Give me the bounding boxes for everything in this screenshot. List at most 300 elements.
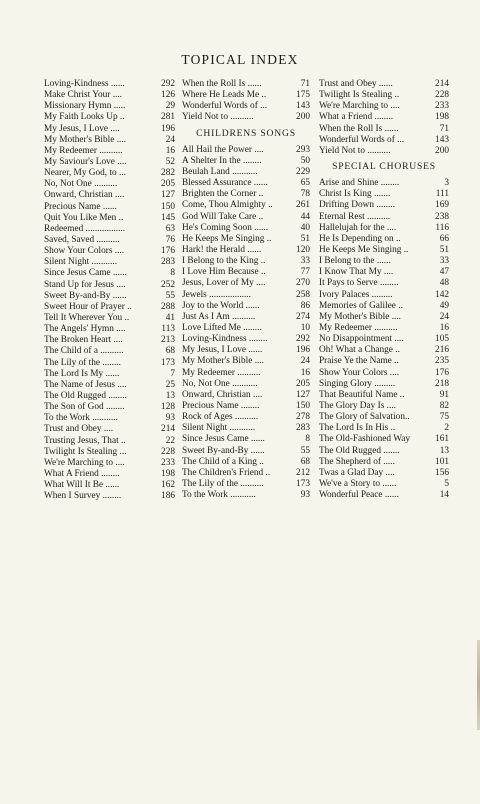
entry-title: Ivory Palaces ......... (319, 289, 393, 300)
index-entry (319, 312, 449, 323)
entry-page-number: 175 (296, 90, 310, 101)
entry-page-number: 5 (444, 478, 449, 489)
index-entry (319, 446, 449, 457)
entry-title: Sweet By-and-By ...... (182, 445, 265, 456)
entry-title: Since Jesus Came ...... (44, 268, 127, 279)
index-entry (44, 369, 175, 380)
entry-page-number: 173 (161, 357, 175, 368)
entry-title: The Lord Is In His .. (319, 423, 396, 434)
entry-title: Memories of Galilee .. (319, 300, 403, 311)
entry-title: Onward, Christian .... (44, 190, 125, 201)
entry-title: My Mother's Bible .... (182, 356, 264, 367)
entry-title: I Belong to the King .. (182, 256, 266, 267)
index-entry (319, 178, 449, 189)
entry-page-number: 33 (439, 256, 449, 267)
entry-page-number: 176 (435, 367, 449, 378)
entry-page-number: 270 (296, 278, 310, 289)
entry-title: The Lord Is My ...... (44, 368, 120, 379)
index-entry (319, 290, 449, 301)
entry-page-number: 261 (296, 200, 310, 211)
entry-page-number: 44 (300, 211, 310, 222)
entry-title: My Faith Looks Up .. (44, 112, 125, 123)
index-entry (182, 312, 310, 323)
entry-page-number: 162 (161, 480, 175, 491)
index-entry (44, 291, 175, 302)
entry-page-number: 8 (305, 434, 310, 445)
entry-title: Redeemed ................. (44, 223, 126, 234)
entry-title: Onward, Christian .... (182, 389, 263, 400)
entry-title: My Saviour's Love .... (44, 156, 127, 167)
index-entry (44, 179, 175, 190)
entry-page-number: 229 (296, 166, 310, 177)
entry-page-number: 82 (439, 400, 449, 411)
index-entry (182, 178, 310, 189)
index-entry (182, 401, 310, 412)
entry-title: Just As I Am .......... (182, 311, 256, 322)
entry-page-number: 214 (161, 424, 175, 435)
index-entry (319, 278, 449, 289)
index-entry (319, 457, 449, 468)
entry-page-number: 93 (165, 413, 175, 424)
entry-page-number: 235 (435, 356, 449, 367)
entry-title: The Son of God ........ (44, 402, 125, 413)
entry-page-number: 77 (300, 267, 310, 278)
index-entry (319, 468, 449, 479)
entry-page-number: 127 (161, 190, 175, 201)
index-entry (182, 200, 310, 211)
entry-title: Eternal Rest .......... (319, 211, 391, 222)
entry-title: Beulah Land ........... (182, 166, 258, 177)
entry-page-number: 169 (435, 200, 449, 211)
entry-page-number: 281 (161, 112, 175, 123)
index-entry (182, 189, 310, 200)
index-entry (319, 256, 449, 267)
entry-title: Blessed Assurance ...... (182, 178, 268, 189)
entry-title: Wonderful Words of ... (319, 134, 405, 145)
entry-title: Wonderful Words of ... (182, 101, 268, 112)
entry-page-number: 238 (435, 211, 449, 222)
index-entry (44, 280, 175, 291)
entry-page-number: 52 (165, 156, 175, 167)
index-entry (44, 101, 175, 112)
index-entry (182, 323, 310, 334)
entry-title: Jesus, Lover of My .... (182, 278, 266, 289)
entry-page-number: 68 (300, 456, 310, 467)
index-entry (319, 135, 449, 146)
entry-title: The Broken Heart .... (44, 335, 123, 346)
entry-title: He Keeps Me Singing .. (319, 244, 409, 255)
entry-title: We've a Story to ...... (319, 478, 397, 489)
entry-title: Trusting Jesus, That .. (44, 435, 126, 446)
index-column-3 (319, 79, 449, 501)
index-entry (182, 390, 310, 401)
entry-title: Twas a Glad Day .... (319, 467, 395, 478)
index-entry (182, 145, 310, 156)
entry-page-number: 111 (435, 189, 449, 200)
entry-title: Hallelujah for the .... (319, 222, 397, 233)
index-entry (319, 423, 449, 434)
entry-page-number: 214 (435, 79, 449, 89)
entry-page-number: 233 (161, 457, 175, 468)
entry-page-number: 24 (300, 356, 310, 367)
index-entry (182, 368, 310, 379)
entry-title: The Lily of the .......... (182, 478, 264, 489)
index-entry (182, 223, 310, 234)
entry-title: Sweet Hour of Prayer .. (44, 301, 132, 312)
index-entry (44, 436, 175, 447)
index-entry (319, 234, 449, 245)
entry-page-number: 16 (439, 322, 449, 333)
index-entry (182, 278, 310, 289)
entry-title: God Will Take Care .. (182, 211, 264, 222)
entry-page-number: 50 (300, 155, 310, 166)
index-entry (44, 157, 175, 168)
entry-title: The Old Rugged ....... (319, 445, 400, 456)
entry-page-number: 16 (300, 367, 310, 378)
index-entry (44, 124, 175, 135)
entry-title: The Old Rugged ........ (44, 390, 127, 401)
entry-title: Quit You Like Men .. (44, 212, 124, 223)
entry-page-number: 22 (165, 435, 175, 446)
index-entry (44, 424, 175, 435)
entry-page-number: 10 (300, 322, 310, 333)
entry-title: Silent Night ........... (44, 257, 118, 268)
entry-page-number: 93 (300, 490, 310, 501)
index-entry (182, 356, 310, 367)
entry-title: Silent Night ........... (182, 423, 256, 434)
index-entry (182, 156, 310, 167)
entry-page-number: 186 (161, 491, 175, 502)
index-entry (319, 368, 449, 379)
entry-title: My Redeemer .......... (44, 145, 123, 156)
entry-page-number: 76 (165, 234, 175, 245)
entry-title: A Shelter In the ........ (182, 155, 262, 166)
entry-page-number: 55 (300, 445, 310, 456)
entry-title: I Love Him Because .. (182, 267, 266, 278)
index-entry (182, 446, 310, 457)
entry-page-number: 8 (170, 268, 175, 279)
entry-page-number: 176 (161, 246, 175, 257)
entry-title: Sweet By-and-By ...... (44, 290, 127, 301)
entry-page-number: 288 (161, 301, 175, 312)
entry-page-number: 3 (444, 178, 449, 189)
entry-page-number: 48 (439, 278, 449, 289)
entry-title: That Beautiful Name .. (319, 389, 405, 400)
entry-page-number: 173 (296, 478, 310, 489)
entry-page-number: 65 (300, 178, 310, 189)
index-entry (182, 112, 310, 123)
entry-page-number: 156 (435, 467, 449, 478)
entry-title: Twilight Is Stealing ... (44, 446, 127, 457)
entry-title: When the Roll Is ...... (319, 123, 399, 134)
entry-page-number: 55 (165, 290, 175, 301)
entry-page-number: 283 (296, 423, 310, 434)
entry-page-number: 51 (439, 244, 449, 255)
index-entry (44, 335, 175, 346)
entry-title: When the Roll Is ...... (182, 79, 262, 89)
index-entry (44, 135, 175, 146)
entry-title: Show Your Colors .... (319, 367, 400, 378)
index-entry (182, 79, 310, 90)
index-entry (182, 434, 310, 445)
entry-title: Singing Glory ......... (319, 378, 396, 389)
entry-title: The Child of a .......... (44, 346, 124, 357)
entry-title: Since Jesus Came ...... (182, 434, 265, 445)
index-entry (44, 413, 175, 424)
index-entry (182, 290, 310, 301)
entry-page-number: 196 (296, 345, 310, 356)
entry-page-number: 252 (161, 279, 175, 290)
entry-page-number: 198 (435, 112, 449, 123)
entry-page-number: 278 (296, 412, 310, 423)
entry-page-number: 126 (161, 90, 175, 101)
entry-page-number: 216 (435, 345, 449, 356)
entry-title: I Belong to the ...... (319, 256, 391, 267)
entry-page-number: 150 (296, 400, 310, 411)
section-heading: CHILDRENS SONGS (196, 127, 296, 139)
entry-title: We're Marching to .... (44, 457, 125, 468)
index-column-1 (44, 79, 175, 502)
entry-page-number: 7 (170, 368, 175, 379)
entry-title: He Keeps Me Singing .. (182, 233, 272, 244)
entry-page-number: 196 (161, 123, 175, 134)
entry-title: Precious Name ...... (44, 201, 117, 212)
entry-title: When I Survey ........ (44, 491, 122, 502)
index-entry (182, 479, 310, 490)
entry-page-number: 24 (439, 311, 449, 322)
entry-page-number: 228 (161, 446, 175, 457)
entry-page-number: 91 (439, 389, 449, 400)
entry-page-number: 33 (300, 256, 310, 267)
entry-title: My Redeemer .......... (182, 367, 261, 378)
index-entry (44, 79, 175, 90)
index-entry (44, 235, 175, 246)
index-entry (182, 256, 310, 267)
entry-page-number: 113 (161, 324, 175, 335)
entry-page-number: 116 (435, 222, 449, 233)
index-entry (44, 313, 175, 324)
entry-page-number: 25 (165, 379, 175, 390)
index-entry (44, 491, 175, 502)
entry-page-number: 200 (435, 145, 449, 156)
entry-title: Jewels .................. (182, 289, 251, 300)
entry-page-number: 24 (165, 134, 175, 145)
index-entry (182, 167, 310, 178)
entry-title: No, Not One ........... (182, 378, 258, 389)
entry-page-number: 150 (161, 201, 175, 212)
entry-title: The Glory of Salvation.. (319, 412, 410, 423)
entry-title: He's Coming Soon ...... (182, 222, 269, 233)
index-entry (182, 90, 310, 101)
index-entry (319, 301, 449, 312)
entry-page-number: 63 (165, 223, 175, 234)
index-entry (319, 223, 449, 234)
index-entry (182, 245, 310, 256)
entry-page-number: 205 (296, 378, 310, 389)
entry-title: Joy to the World ...... (182, 300, 260, 311)
entry-title: To the Work ........... (182, 490, 256, 501)
index-entry (44, 224, 175, 235)
entry-title: Love Lifted Me ........ (182, 322, 262, 333)
entry-title: The Lily of the ........ (44, 357, 121, 368)
entry-title: What Will It Be ...... (44, 480, 120, 491)
index-entry (319, 401, 449, 412)
entry-title: My Mother's Bible .... (319, 311, 401, 322)
entry-title: Tell It Wherever You .. (44, 312, 130, 323)
index-entry (44, 168, 175, 179)
entry-title: My Mother's Bible .... (44, 134, 126, 145)
entry-title: The Child of a King .. (182, 456, 264, 467)
entry-page-number: 292 (296, 334, 310, 345)
index-entry (44, 469, 175, 480)
entry-page-number: 258 (296, 289, 310, 300)
entry-page-number: 16 (165, 145, 175, 156)
entry-page-number: 233 (435, 101, 449, 112)
entry-title: Twilight Is Stealing .. (319, 90, 400, 101)
entry-page-number: 40 (300, 222, 310, 233)
index-entry (182, 490, 310, 501)
entry-page-number: 78 (300, 189, 310, 200)
entry-title: Precious Name ........ (182, 400, 260, 411)
index-entry (44, 302, 175, 313)
entry-page-number: 283 (161, 257, 175, 268)
index-entry (44, 112, 175, 123)
index-entry (319, 200, 449, 211)
index-entry (44, 246, 175, 257)
entry-page-number: 228 (435, 90, 449, 101)
entry-title: Show Your Colors .... (44, 246, 125, 257)
entry-title: Trust and Obey ...... (319, 79, 393, 89)
entry-title: The Children's Friend .. (182, 467, 271, 478)
index-entry (44, 324, 175, 335)
entry-title: Loving-Kindness ........ (182, 334, 268, 345)
entry-title: My Redeemer .......... (319, 322, 398, 333)
entry-page-number: 274 (296, 311, 310, 322)
entry-title: Drifting Down ........ (319, 200, 395, 211)
entry-title: Hark! the Herald ...... (182, 244, 262, 255)
entry-page-number: 105 (435, 334, 449, 345)
index-entry (182, 379, 310, 390)
entry-title: The Shepherd of ..... (319, 456, 395, 467)
entry-title: Trust and Obey .... (44, 424, 114, 435)
index-entry (182, 234, 310, 245)
index-entry (319, 479, 449, 490)
index-entry (319, 189, 449, 200)
entry-title: What a Friend ........ (319, 112, 394, 123)
entry-page-number: 128 (161, 402, 175, 413)
entry-title: To the Work ........... (44, 413, 118, 424)
entry-title: He Is Depending on .. (319, 233, 401, 244)
index-entry (182, 345, 310, 356)
index-entry (319, 267, 449, 278)
index-entry (182, 457, 310, 468)
entry-page-number: 71 (300, 79, 310, 89)
index-entry (319, 124, 449, 135)
entry-title: No Disappointment .... (319, 334, 404, 345)
entry-page-number: 120 (296, 244, 310, 255)
entry-page-number: 66 (439, 233, 449, 244)
page-title: TOPICAL INDEX (181, 52, 299, 67)
index-entry (182, 101, 310, 112)
entry-page-number: 49 (439, 300, 449, 311)
index-entry (44, 358, 175, 369)
entry-title: The Name of Jesus .... (44, 379, 127, 390)
entry-page-number: 145 (161, 212, 175, 223)
entry-title: Brighten the Corner .. (182, 189, 264, 200)
index-entry (319, 101, 449, 112)
index-entry (44, 146, 175, 157)
entry-page-number: 292 (161, 79, 175, 89)
entry-page-number: 143 (435, 134, 449, 145)
entry-title: Rock of Ages .......... (182, 412, 259, 423)
entry-title: The Old-Fashioned Way (319, 434, 410, 445)
entry-page-number: 293 (296, 144, 310, 155)
index-entry (44, 202, 175, 213)
entry-title: I Know That My .... (319, 267, 394, 278)
entry-page-number: 218 (435, 378, 449, 389)
index-entry (182, 301, 310, 312)
entry-page-number: 212 (296, 467, 310, 478)
index-entry (44, 268, 175, 279)
index-entry (319, 146, 449, 157)
entry-page-number: 198 (161, 468, 175, 479)
entry-page-number: 143 (296, 101, 310, 112)
entry-page-number: 75 (439, 412, 449, 423)
entry-page-number: 51 (300, 233, 310, 244)
entry-title: Yield Not to .......... (182, 112, 254, 123)
index-entry (182, 212, 310, 223)
entry-title: Praise Ye the Name .. (319, 356, 399, 367)
index-entry (182, 423, 310, 434)
entry-page-number: 71 (439, 123, 449, 134)
entry-title: Oh! What a Change .. (319, 345, 400, 356)
index-entry (44, 213, 175, 224)
entry-page-number: 205 (161, 179, 175, 190)
index-entry (182, 267, 310, 278)
index-entry (319, 490, 449, 501)
entry-page-number: 86 (300, 300, 310, 311)
index-entry (44, 346, 175, 357)
entry-page-number: 200 (296, 112, 310, 123)
index-entry (319, 323, 449, 334)
index-entry (319, 434, 449, 445)
index-entry (319, 79, 449, 90)
entry-title: Arise and Shine ........ (319, 178, 400, 189)
index-entry (44, 480, 175, 491)
index-entry (44, 391, 175, 402)
entry-title: Missionary Hymn ..... (44, 101, 126, 112)
index-entry (182, 468, 310, 479)
index-entry (182, 412, 310, 423)
index-entry (319, 412, 449, 423)
entry-title: We're Marching to .... (319, 101, 400, 112)
entry-title: Yield Not to .......... (319, 145, 391, 156)
entry-page-number: 2 (444, 423, 449, 434)
entry-page-number: 142 (435, 289, 449, 300)
index-entry (319, 345, 449, 356)
entry-page-number: 68 (165, 346, 175, 357)
entry-page-number: 41 (165, 312, 175, 323)
entry-title: What A Friend ........ (44, 468, 120, 479)
entry-title: Come, Thou Almighty .. (182, 200, 273, 211)
index-entry (44, 458, 175, 469)
entry-page-number: 161 (435, 434, 449, 445)
entry-title: Loving-Kindness ...... (44, 79, 125, 89)
index-entry (44, 402, 175, 413)
index-entry (182, 334, 310, 345)
entry-page-number: 13 (439, 445, 449, 456)
index-entry (319, 112, 449, 123)
